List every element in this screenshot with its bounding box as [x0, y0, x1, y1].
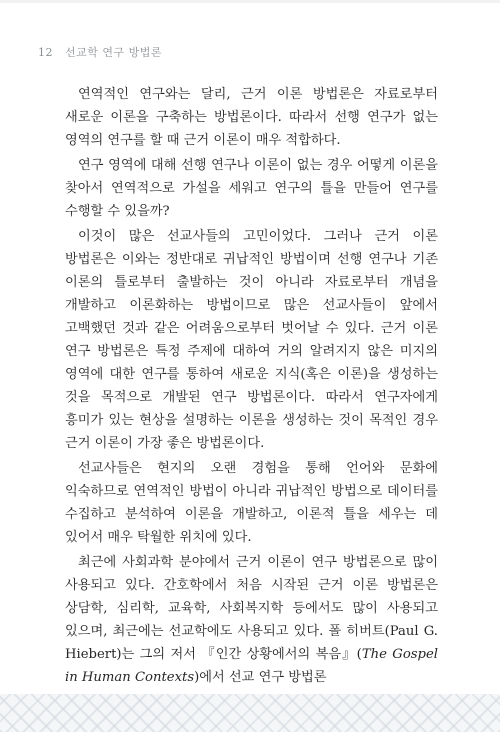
paragraph-last: [65, 551, 438, 689]
paragraph-text: )에서 선교 연구 방법론: [194, 670, 327, 685]
page-number: 12: [38, 46, 53, 59]
top-border: [0, 0, 500, 3]
running-header: [38, 44, 162, 60]
paragraph: 이것이 많은 선교사들의 고민이었다. 그러나 근거 이론 방법론은 이와는 정반대로 귀납적인 방법이며 선행 연구나 기존 이론의 틀로부터 출발하는 것이 아니라 자료로부터 개념을 개발하고 이론화하는 방법이므로 많은 선교사들이 앞에서 고백했던 것과 같은 어려움으로부터 벗어날 수 있다. 근거 이론 연구 방법론은 특정 주제에 대하여 거의 알려지지 않은 미지의 영역에 대한 연구를 통하여 새로운 지식(혹은 이론)을 생성하는 것을 목적으로 개발된 연구 방법론이다. 따라서 연구자에게 흥미가 있는 현상을 설명하는 이론을 생성하는 것이 목적인 경우 근거 이론이 가장 좋은 방법론이다.: [65, 229, 438, 451]
paragraph: 연구 영역에 대해 선행 연구나 이론이 없는 경우 어떻게 이론을 찾아서 연역적으로 가설을 세워고 연구의 틀을 만들어 연구를 수행할 수 있을까?: [65, 158, 438, 219]
paragraph-text: 최근에 사회과학 분야에서 근거 이론이 연구 방법론으로 많이 사용되고 있다. 간호학에서 처음 시작된 근거 이론 방법론은 상담학, 심리학, 교육학, 사회복지학 등에서도 많이 사용되고 있으며, 최근에는 선교학에도 사용되고 있다. 폴 히버트(Paul G. Hiebert)는 그의 저서 『인간 상황에서의 복음』(: [65, 555, 438, 662]
running-title: 선교학 연구 방법론: [65, 46, 163, 59]
paragraph: 선교사들은 현지의 오랜 경험을 통해 언어와 문화에 익숙하므로 연역적인 방법이 아니라 귀납적인 방법으로 데이터를 수집하고 분석하여 이론을 개발하고, 이론적 틀을 세우는 데 있어서 매우 탁월한 위치에 있다.: [65, 461, 438, 545]
book-title-italic: The Gospel in Human Contexts: [65, 647, 439, 685]
footer-decorative-pattern: [0, 694, 500, 732]
body-text: [65, 83, 438, 691]
paragraph: 연역적인 연구와는 달리, 근거 이론 방법론은 자료로부터 새로운 이론을 구축하는 방법론이다. 따라서 선행 연구가 없는 영역의 연구를 할 때 근거 이론이 매우 적합하다.: [65, 87, 438, 148]
